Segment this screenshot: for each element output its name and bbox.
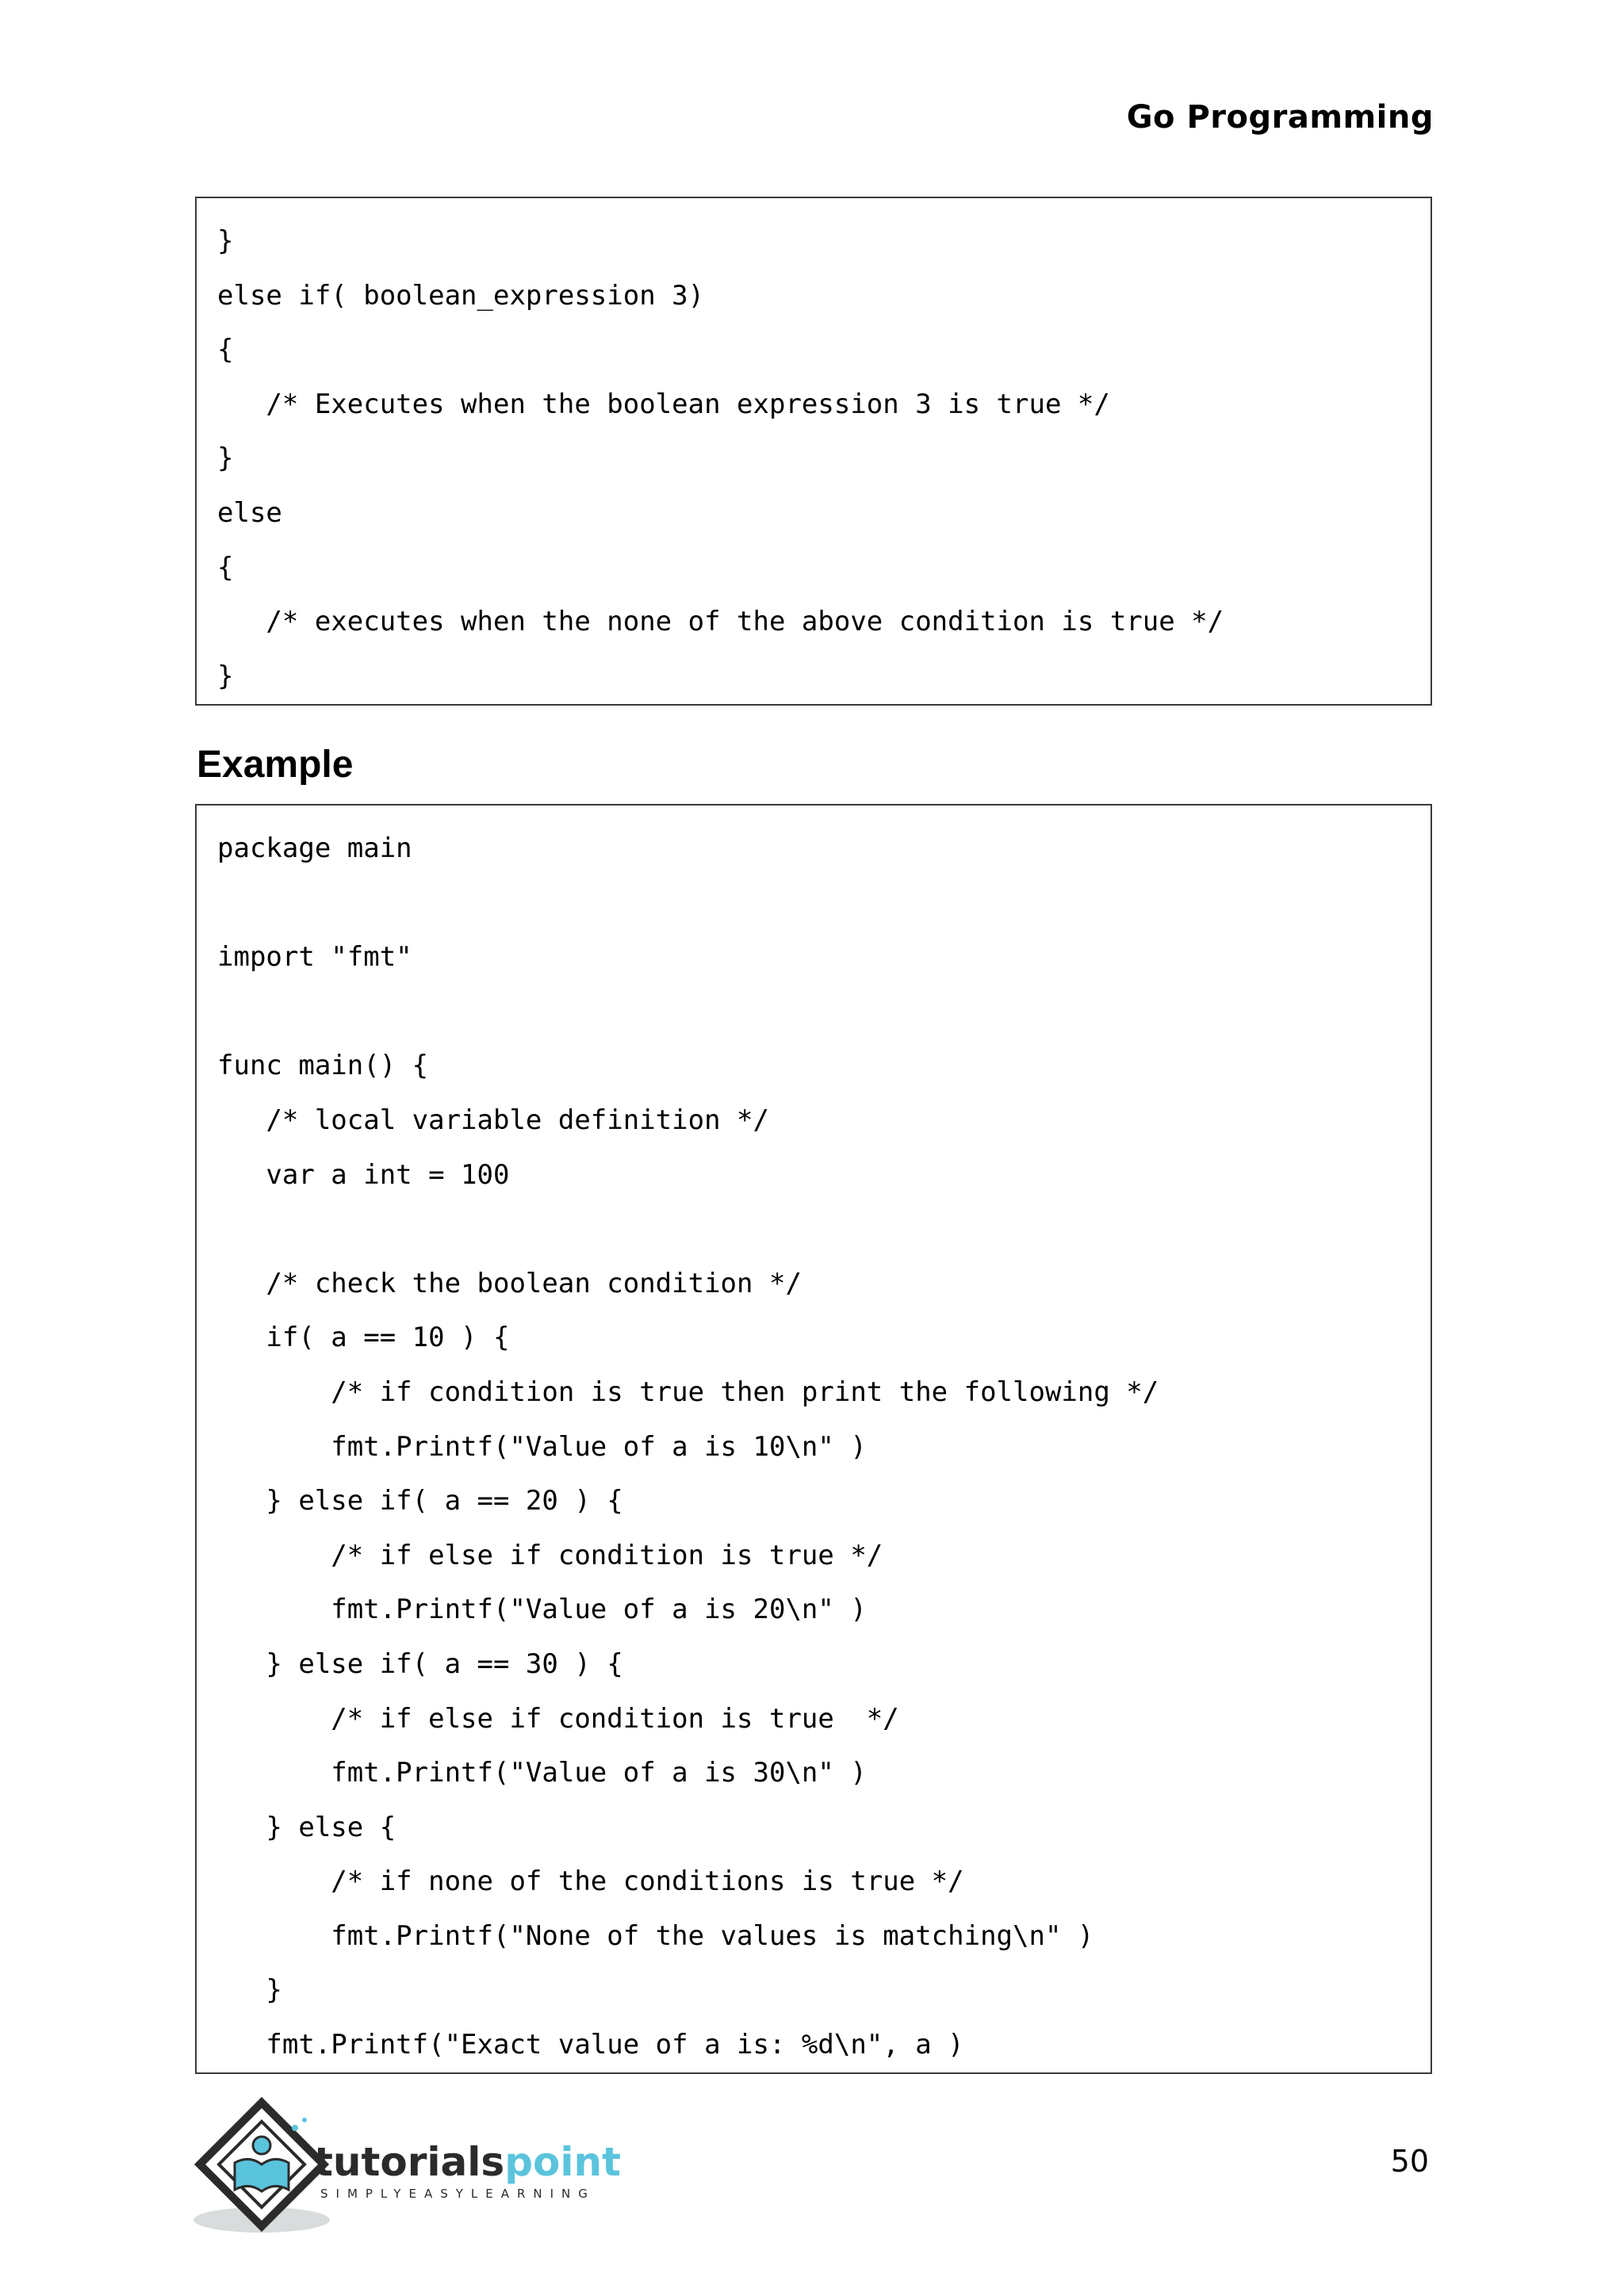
code-line: /* if none of the conditions is true */: [217, 1866, 964, 1898]
code-line: /* check the boolean condition */: [217, 1267, 802, 1299]
code-line: } else {: [217, 1811, 396, 1843]
code-line: }: [217, 660, 234, 692]
code-line: [217, 985, 1431, 1039]
code-line: /* local variable definition */: [217, 1104, 769, 1136]
code-line: fmt.Printf("None of the values is matching\n" ): [217, 1919, 1094, 1952]
running-header: Go Programming: [1126, 99, 1434, 136]
code-line: else: [217, 496, 282, 529]
code-line: } else if( a == 30 ) {: [217, 1647, 623, 1680]
code-line: /* if else if condition is true */: [217, 1539, 883, 1571]
code-line: /* if else if condition is true */: [217, 1702, 899, 1735]
logo-figure-icon: [253, 2137, 270, 2154]
syntax-code-block: [195, 197, 1432, 706]
code-line: }: [217, 442, 234, 475]
code-line: fmt.Printf("Value of a is 20\n" ): [217, 1594, 867, 1626]
code-line: func main() {: [217, 1050, 429, 1082]
code-line: var a int = 100: [217, 1158, 510, 1191]
code-line: fmt.Printf("Exact value of a is: %d\n", a ): [217, 2029, 964, 2061]
tutorialspoint-logo: [193, 2096, 638, 2236]
code-line: [217, 1202, 1431, 1257]
page-number: 50: [1390, 2144, 1429, 2179]
example-code-block: [195, 804, 1432, 2074]
code-line: /* if condition is true then print the following */: [217, 1376, 1159, 1408]
code-line: import "fmt": [217, 941, 412, 974]
code-line: fmt.Printf("Value of a is 30\n" ): [217, 1757, 867, 1789]
code-line: } else if( a == 20 ) {: [217, 1485, 623, 1517]
logo-graphic: [193, 2096, 638, 2236]
code-line: }: [217, 1974, 282, 2007]
code-line: fmt.Printf("Value of a is 10\n" ): [217, 1430, 867, 1463]
section-heading: Example: [197, 744, 354, 786]
logo-book-icon: [235, 2159, 289, 2191]
code-line: if( a == 10 ) {: [217, 1322, 510, 1354]
code-line: {: [217, 334, 234, 366]
code-line: else if( boolean_expression 3): [217, 279, 705, 312]
logo-tagline: SIMPLYEASYLEARNING: [320, 2187, 596, 2201]
code-line: package main: [217, 832, 412, 864]
code-line: {: [217, 551, 234, 584]
code-line: /* executes when the none of the above condition is true */: [217, 606, 1224, 638]
code-line: /* Executes when the boolean expression 3 is true */: [217, 388, 1110, 420]
logo-wordmark: tutorialspoint: [314, 2139, 621, 2185]
code-line: [217, 876, 1431, 931]
code-line: }: [217, 225, 234, 257]
